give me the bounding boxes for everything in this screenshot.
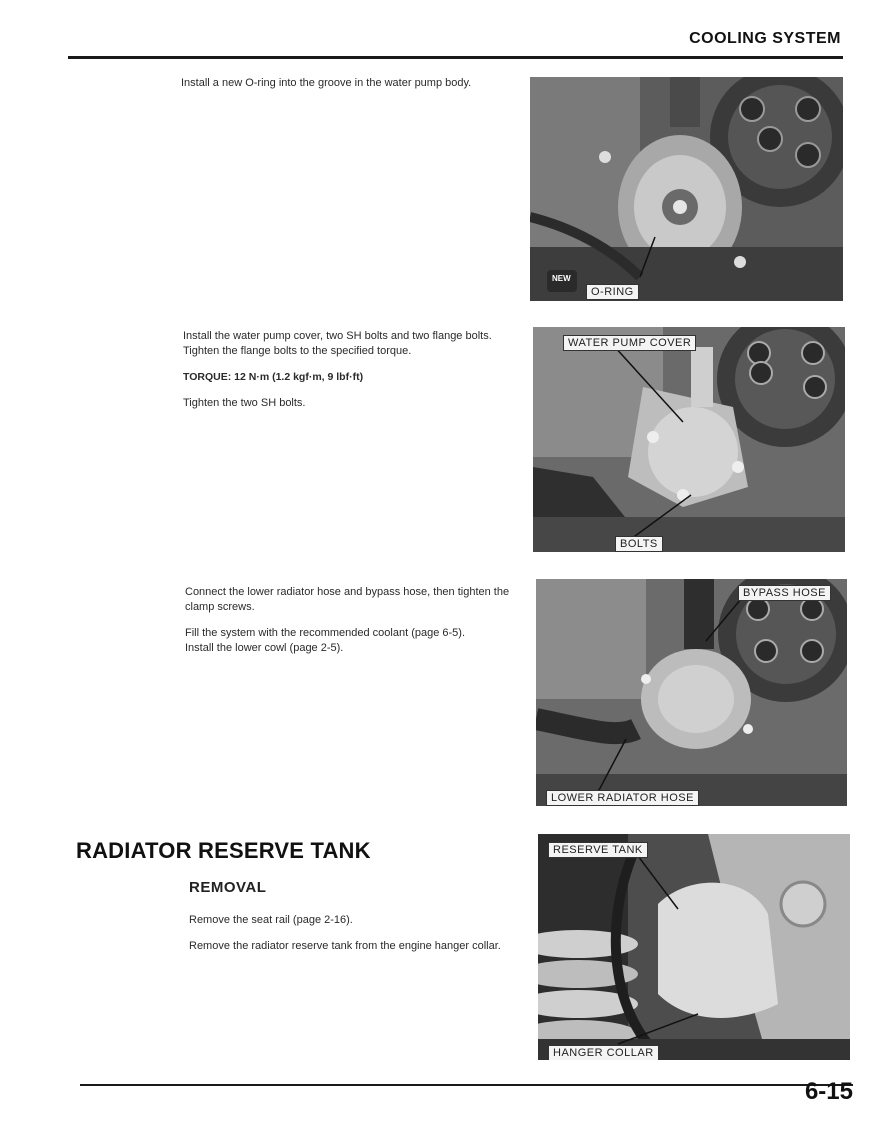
step-2-paragraph: Tighten the flange bolts to the specified torque. <box>183 345 412 357</box>
step-3-paragraph: Fill the system with the recommended coolant (page 6-5). <box>185 627 466 639</box>
page-number: 6-15 <box>804 1078 853 1105</box>
footer-rule <box>80 1084 853 1086</box>
step-3-paragraph: Install the lower cowl (page 2-5). <box>185 642 344 654</box>
step-3-text <box>185 585 521 667</box>
callout-o-ring: O-RING <box>586 284 639 300</box>
step-2-paragraph: Install the water pump cover, two SH bolts and two flange bolts. <box>183 330 492 342</box>
callout-water-pump-cover: WATER PUMP COVER <box>563 335 696 351</box>
removal-paragraph: Remove the radiator reserve tank from the engine hanger collar. <box>189 940 501 952</box>
callout-bypass-hose: BYPASS HOSE <box>738 585 831 601</box>
callout-reserve-tank: RESERVE TANK <box>548 842 648 858</box>
removal-text <box>189 913 525 965</box>
engine-photo <box>536 579 847 806</box>
callout-hanger-collar: HANGER COLLAR <box>548 1045 659 1060</box>
photo-water-pump-body <box>530 77 843 301</box>
step-3-paragraph: Connect the lower radiator hose and bypass hose, then tighten the clamp screws. <box>185 586 510 613</box>
engine-photo <box>530 77 843 301</box>
frame-photo <box>538 834 850 1060</box>
subsection-title: REMOVAL <box>189 879 267 896</box>
callout-bolts: BOLTS <box>615 536 663 552</box>
step-2-text <box>183 329 519 422</box>
new-part-badge: NEW <box>552 274 571 283</box>
step-1-text <box>181 76 517 102</box>
step-1-paragraph: Install a new O-ring into the groove in the water pump body. <box>181 77 472 89</box>
section-header: COOLING SYSTEM <box>689 30 841 47</box>
photo-reserve-tank <box>538 834 850 1060</box>
photo-radiator-hoses <box>536 579 847 806</box>
removal-paragraph: Remove the seat rail (page 2-16). <box>189 914 353 926</box>
section-title: RADIATOR RESERVE TANK <box>76 838 371 863</box>
callout-lower-radiator-hose: LOWER RADIATOR HOSE <box>546 790 699 806</box>
torque-spec: TORQUE: 12 N·m (1.2 kgf·m, 9 lbf·ft) <box>183 371 364 383</box>
photo-water-pump-cover <box>533 327 845 552</box>
engine-photo <box>533 327 845 552</box>
header-rule <box>68 56 843 59</box>
step-2-paragraph: Tighten the two SH bolts. <box>183 397 306 409</box>
